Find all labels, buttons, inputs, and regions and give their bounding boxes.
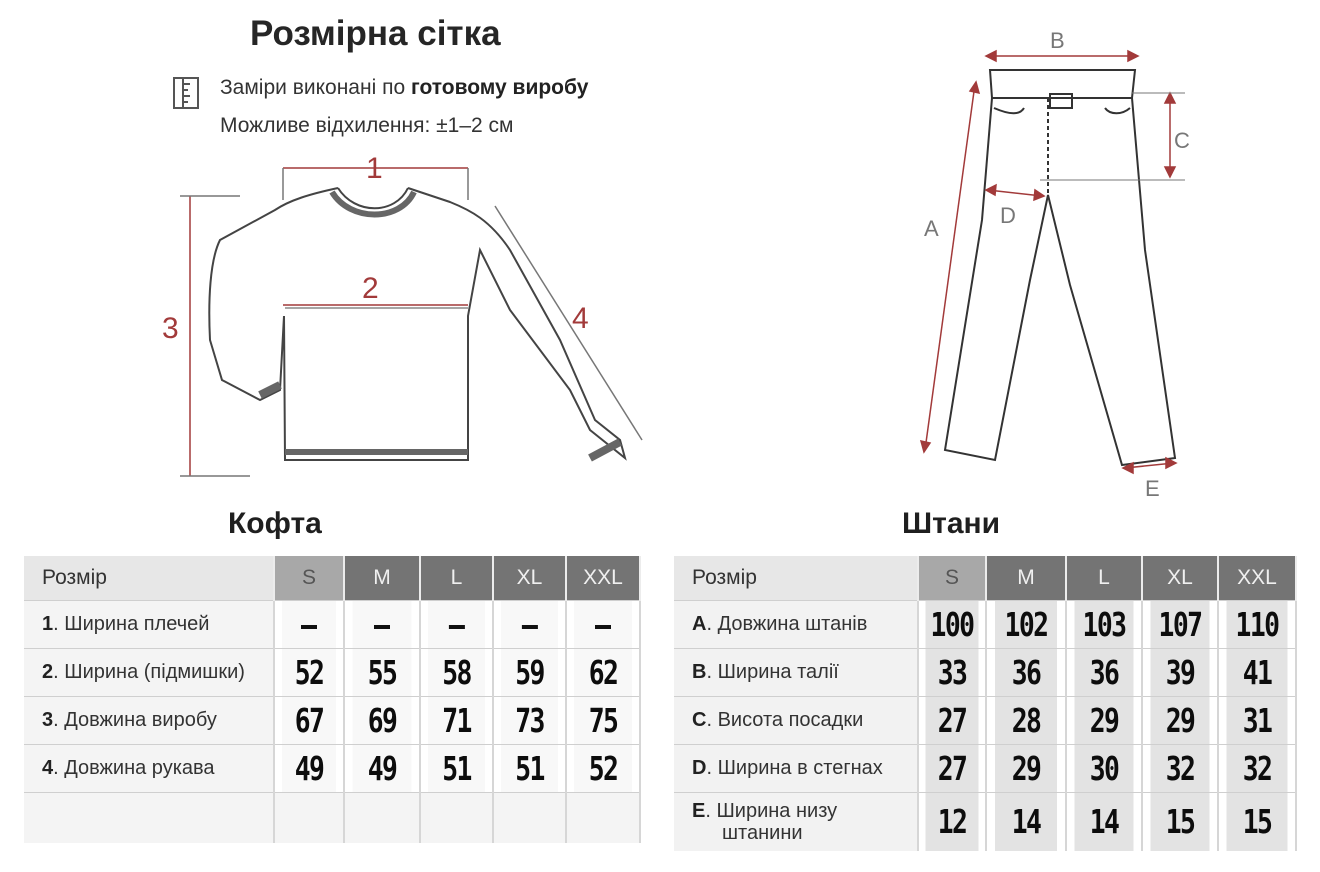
table-row [24, 649, 640, 697]
row-label [24, 601, 274, 649]
row-label [674, 649, 918, 697]
dash-cell [500, 601, 558, 649]
row-text: . Довжина штанів [706, 613, 868, 635]
sweater-label-1: 1 [366, 152, 383, 185]
ruler-icon [171, 76, 205, 110]
page-title: Розмірна сітка [250, 14, 501, 53]
kofta-size-xl: XL [493, 556, 566, 601]
value-cell: 36 [994, 649, 1058, 697]
row-text: . Ширина талії [706, 661, 839, 683]
shtany-header-row [674, 556, 1296, 601]
shtany-size-l: L [1066, 556, 1142, 601]
value-cell: 102 [994, 601, 1058, 649]
table-row [674, 793, 1296, 851]
dash-mark [449, 625, 465, 629]
row-letter: E [692, 799, 706, 822]
kofta-size-table [24, 556, 641, 843]
value-cell: 59 [500, 649, 558, 697]
value-cell: 75 [573, 697, 632, 745]
value-cell: 14 [1074, 793, 1135, 851]
value-cell: 58 [427, 649, 485, 697]
table-row [674, 649, 1296, 697]
shtany-size-table [674, 556, 1297, 851]
pants-label-d: D [1000, 203, 1016, 228]
kofta-size-s: S [274, 556, 344, 601]
pants-diagram-icon [900, 20, 1230, 510]
sweater-label-2: 2 [362, 272, 379, 305]
row-text: . Довжина рукава [53, 757, 215, 779]
value-cell: 31 [1226, 697, 1288, 745]
row-label [674, 793, 918, 851]
value-cell: 29 [1074, 697, 1135, 745]
kofta-size-l: L [420, 556, 493, 601]
row-text: . Довжина виробу [53, 709, 217, 731]
value-cell: 36 [1074, 649, 1135, 697]
row-letter: D [692, 757, 707, 779]
value-cell: 67 [281, 697, 337, 745]
row-letter: A [692, 613, 707, 635]
row-label [674, 601, 918, 649]
shtany-size-header: Розмір [674, 556, 918, 601]
empty-cell [493, 793, 566, 843]
value-cell: 41 [1226, 649, 1288, 697]
kofta-header-row [24, 556, 640, 601]
empty-cell [24, 793, 274, 843]
empty-cell [274, 793, 344, 843]
table-row [24, 745, 640, 793]
shtany-size-s: S [918, 556, 986, 601]
pants-label-e: E [1145, 476, 1160, 501]
row-text: . Ширина (підмишки) [53, 661, 245, 683]
row-text: . Ширина в стегнах [706, 757, 883, 779]
value-cell: 100 [925, 601, 979, 649]
row-label [24, 649, 274, 697]
value-cell: 110 [1226, 601, 1288, 649]
sweater-label-3: 3 [162, 312, 179, 345]
value-cell: 62 [573, 649, 632, 697]
value-cell: 49 [281, 745, 337, 793]
row-text: . Ширина плечей [53, 613, 210, 635]
row-text-line2: штанини [722, 821, 803, 844]
row-letter: C [692, 709, 707, 731]
kofta-section-title: Кофта [228, 507, 322, 540]
deviation-note: Можливе відхилення: ±1–2 см [220, 114, 514, 137]
value-cell: 29 [1150, 697, 1211, 745]
value-cell: 32 [1226, 745, 1288, 793]
value-cell: 71 [427, 697, 485, 745]
value-cell: 27 [925, 697, 979, 745]
dash-mark [595, 625, 611, 629]
value-cell: 27 [925, 745, 979, 793]
shtany-size-m: M [986, 556, 1066, 601]
value-cell: 28 [994, 697, 1058, 745]
row-number: 4 [42, 757, 54, 779]
table-row [24, 601, 640, 649]
table-row [674, 745, 1296, 793]
sweater-diagram-icon [150, 140, 670, 490]
value-cell: 103 [1074, 601, 1135, 649]
row-label [24, 697, 274, 745]
measurement-note [220, 76, 588, 100]
table-row [24, 697, 640, 745]
row-text: . Висота посадки [706, 709, 864, 731]
value-cell: 29 [994, 745, 1058, 793]
row-label [674, 697, 918, 745]
value-cell: 32 [1150, 745, 1211, 793]
value-cell: 107 [1150, 601, 1211, 649]
row-text: . Ширина низу [705, 799, 838, 822]
row-number: 1 [42, 613, 54, 635]
value-cell: 51 [427, 745, 485, 793]
sweater-label-4: 4 [572, 302, 589, 335]
row-label [24, 745, 274, 793]
value-cell: 15 [1226, 793, 1288, 851]
dash-mark [301, 625, 317, 629]
value-cell: 52 [573, 745, 632, 793]
dash-cell [427, 601, 485, 649]
shtany-section-title: Штани [902, 507, 1001, 540]
value-cell: 33 [925, 649, 979, 697]
dash-mark [522, 625, 538, 629]
kofta-size-header: Розмір [24, 556, 274, 601]
row-number: 3 [42, 709, 54, 731]
shtany-size-xl: XL [1142, 556, 1218, 601]
kofta-size-xxl: XXL [566, 556, 640, 601]
value-cell: 51 [500, 745, 558, 793]
measurement-note-bold: готовому виробу [410, 76, 589, 99]
dash-cell [352, 601, 413, 649]
value-cell: 52 [281, 649, 337, 697]
empty-cell [344, 793, 420, 843]
value-cell: 30 [1074, 745, 1135, 793]
dash-cell [281, 601, 337, 649]
value-cell: 15 [1150, 793, 1211, 851]
dash-cell [573, 601, 632, 649]
table-row [674, 697, 1296, 745]
dash-mark [374, 625, 390, 629]
value-cell: 73 [500, 697, 558, 745]
value-cell: 55 [352, 649, 413, 697]
empty-cell [420, 793, 493, 843]
table-row [674, 601, 1296, 649]
measurement-note-text: Заміри виконані по [220, 76, 411, 99]
row-label [674, 745, 918, 793]
empty-cell [566, 793, 640, 843]
kofta-size-m: M [344, 556, 420, 601]
table-row-empty [24, 793, 640, 843]
value-cell: 12 [925, 793, 979, 851]
row-letter: B [692, 661, 707, 683]
pants-label-b: B [1050, 28, 1065, 53]
pants-label-c: C [1174, 128, 1190, 153]
value-cell: 49 [352, 745, 413, 793]
row-number: 2 [42, 661, 54, 683]
pants-label-a: A [924, 216, 939, 241]
shtany-size-xxl: XXL [1218, 556, 1296, 601]
value-cell: 69 [352, 697, 413, 745]
value-cell: 39 [1150, 649, 1211, 697]
value-cell: 14 [994, 793, 1058, 851]
